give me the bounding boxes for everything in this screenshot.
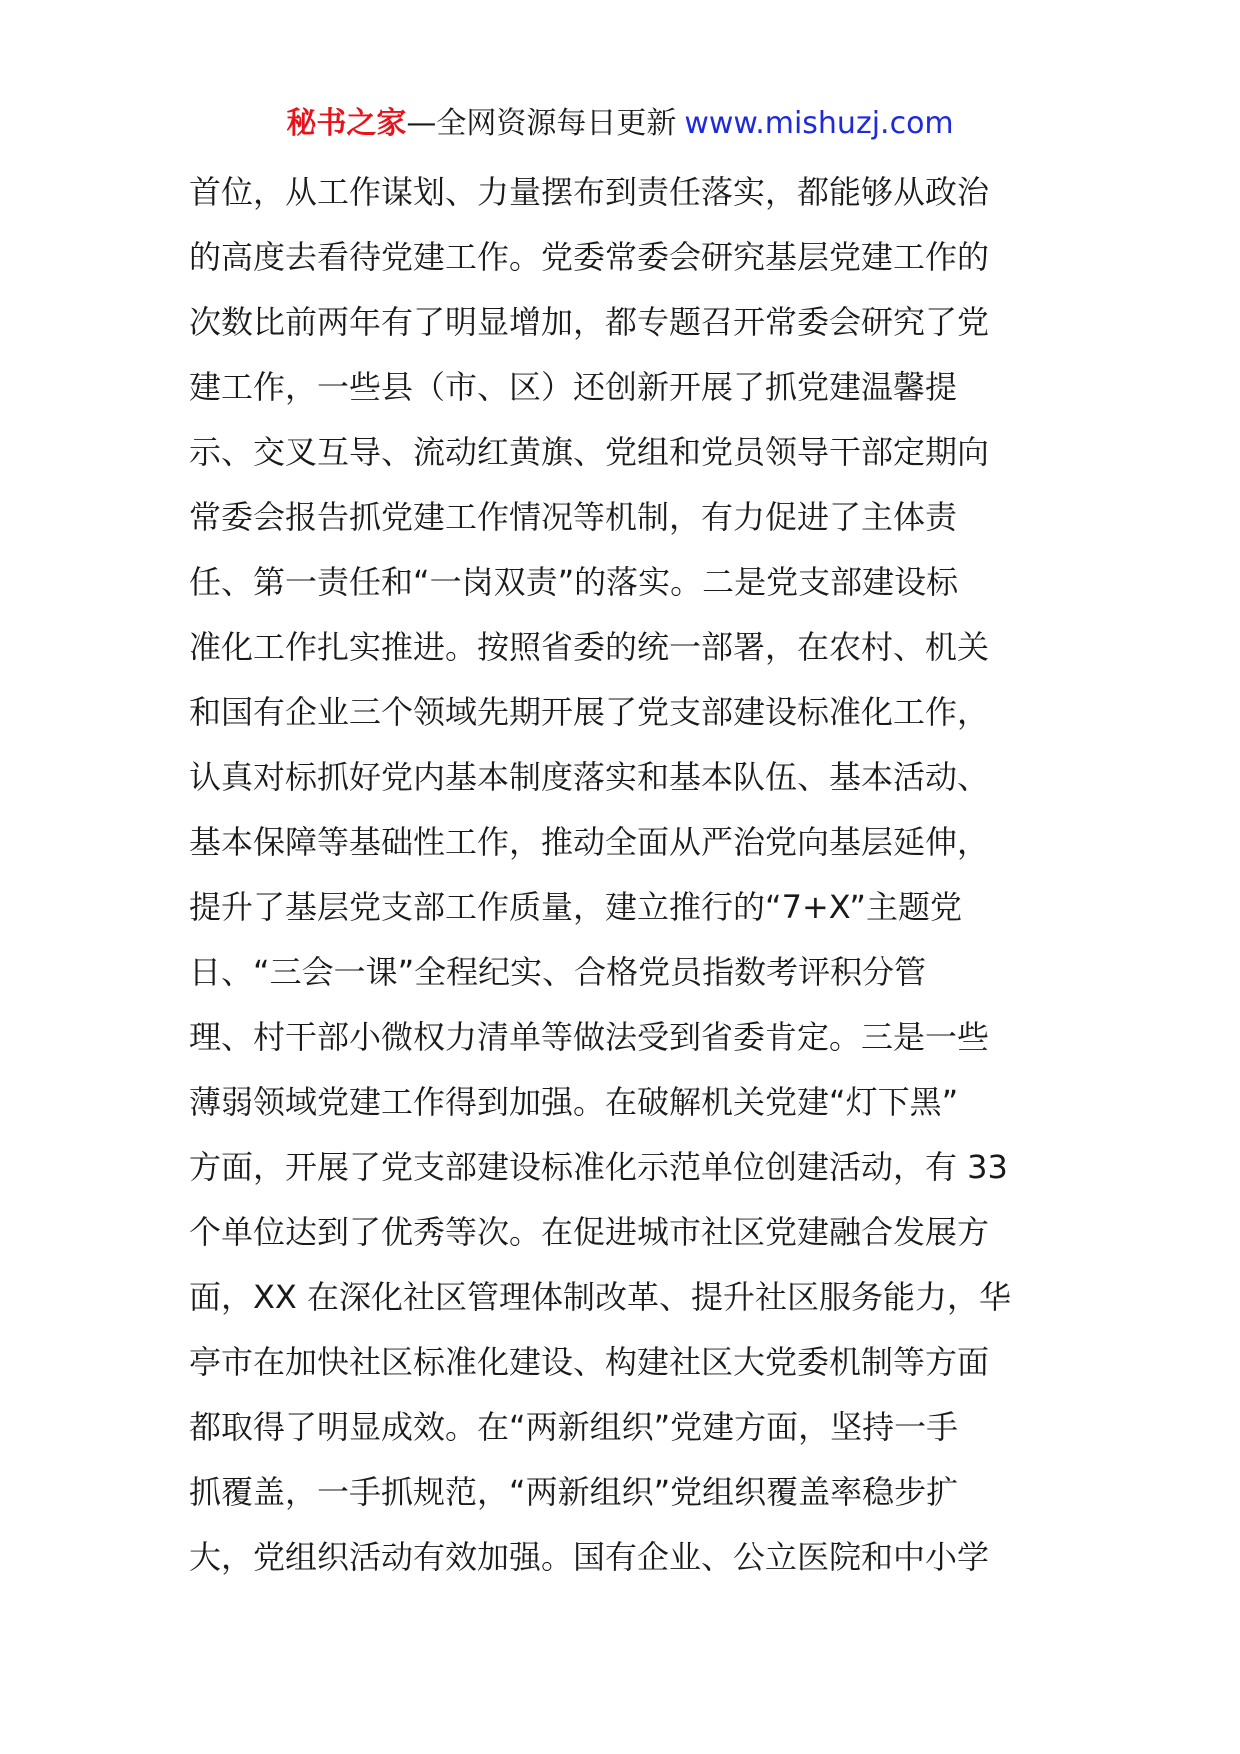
text-line: 日、“三会一课”全程纪实、合格党员指数考评积分管 — [189, 953, 927, 991]
text-line: 提升了基层党支部工作质量，建立推行的“7+X”主题党 — [189, 888, 962, 926]
text-line: 理、村干部小微权力清单等做法受到省委肯定。三是一些 — [189, 1018, 990, 1056]
text-line: 和国有企业三个领域先期开展了党支部建设标准化工作， — [189, 693, 990, 731]
brand-name: 秘书之家 — [286, 106, 407, 141]
text-line: 抓覆盖，一手抓规范，“两新组织”党组织覆盖率稳步扩 — [189, 1473, 959, 1511]
text-line: 认真对标抓好党内基本制度落实和基本队伍、基本活动、 — [189, 758, 990, 796]
body-paragraph — [189, 160, 1059, 1590]
text-line: 大，党组织活动有效加强。国有企业、公立医院和中小学 — [189, 1538, 990, 1576]
text-line: 都取得了明显成效。在“两新组织”党建方面，坚持一手 — [189, 1408, 959, 1446]
text-line: 首位，从工作谋划、力量摆布到责任落实，都能够从政治 — [189, 173, 990, 211]
header-tagline: —全网资源每日更新 — [406, 106, 677, 141]
site-url-link[interactable]: www.mishuzj.com — [684, 106, 954, 141]
text-line: 的高度去看待党建工作。党委常委会研究基层党建工作的 — [189, 238, 990, 276]
text-line: 面，XX 在深化社区管理体制改革、提升社区服务能力，华 — [189, 1278, 1012, 1316]
text-line: 薄弱领域党建工作得到加强。在破解机关党建“灯下黑” — [189, 1083, 959, 1121]
text-line: 方面，开展了党支部建设标准化示范单位创建活动，有 33 — [189, 1148, 1008, 1186]
text-line: 个单位达到了优秀等次。在促进城市社区党建融合发展方 — [189, 1213, 990, 1251]
page-header — [0, 102, 1240, 146]
text-line: 亭市在加快社区标准化建设、构建社区大党委机制等方面 — [189, 1343, 990, 1381]
text-line: 常委会报告抓党建工作情况等机制，有力促进了主体责 — [189, 498, 958, 536]
text-line: 建工作，一些县（市、区）还创新开展了抓党建温馨提 — [189, 368, 958, 406]
text-line: 示、交叉互导、流动红黄旗、党组和党员领导干部定期向 — [189, 433, 990, 471]
text-line: 基本保障等基础性工作，推动全面从严治党向基层延伸， — [189, 823, 990, 861]
text-line: 次数比前两年有了明显增加，都专题召开常委会研究了党 — [189, 303, 990, 341]
text-line: 准化工作扎实推进。按照省委的统一部署，在农村、机关 — [189, 628, 990, 666]
text-line: 任、第一责任和“一岗双责”的落实。二是党支部建设标 — [189, 563, 959, 601]
